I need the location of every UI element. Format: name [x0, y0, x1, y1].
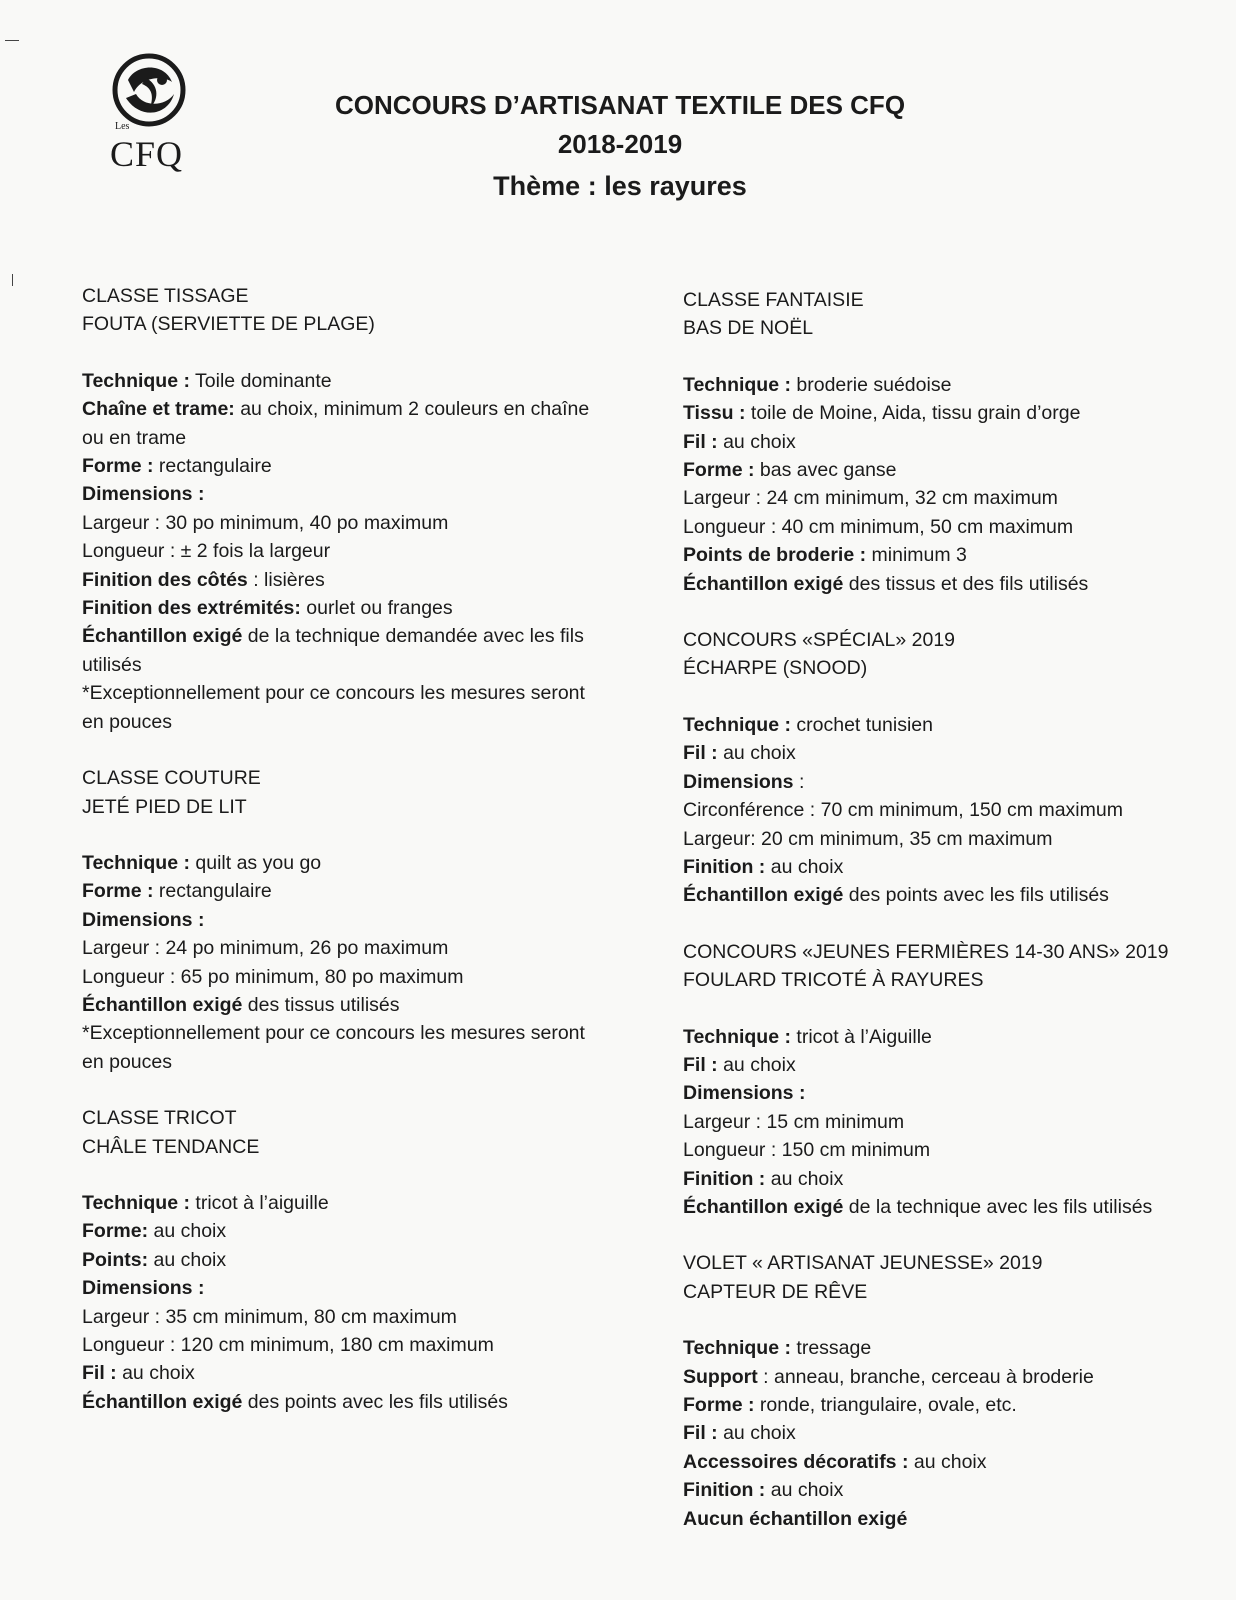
spec-line	[683, 1334, 1203, 1362]
spec-value: minimum 3	[866, 544, 967, 567]
spec-label: Technique :	[82, 851, 190, 874]
section-item-title: ÉCHARPE (SNOOD)	[683, 657, 868, 680]
document-theme: Thème : les rayures	[493, 171, 747, 201]
spec-line	[683, 881, 1203, 909]
spec-value: Longueur : 120 cm minimum, 180 cm maximum	[82, 1334, 494, 1356]
spec-value: au choix	[765, 1167, 844, 1190]
spec-line	[683, 1448, 1203, 1476]
spec-value: au choix	[717, 1422, 796, 1445]
spec-label: Échantillon exigé	[82, 625, 243, 648]
section	[82, 1104, 602, 1416]
spec-line	[82, 395, 602, 452]
spec-label: Dimensions :	[82, 908, 205, 931]
spec-value: : anneau, branche, cerceau à broderie	[757, 1365, 1094, 1388]
spec-line	[82, 1019, 602, 1076]
section-class-title: CLASSE TRICOT	[82, 1107, 237, 1130]
spec-line	[683, 541, 1203, 569]
spec-value: Largeur : 15 cm minimum	[683, 1110, 905, 1133]
spec-line	[82, 849, 602, 877]
spec-value: ronde, triangulaire, ovale, etc.	[754, 1394, 1017, 1416]
spec-line	[683, 484, 1203, 512]
spec-value: au choix, minimum 2 couleurs en chaîne ou en trame	[82, 398, 595, 449]
spec-line	[683, 513, 1203, 541]
spec-value: : lisières	[247, 568, 325, 591]
spec-line	[82, 537, 602, 565]
spec-label: Accessoires décoratifs :	[683, 1450, 909, 1473]
section-item-title: CHÂLE TENDANCE	[82, 1135, 260, 1158]
spec-line	[82, 1189, 602, 1217]
spec-line	[82, 622, 602, 679]
spec-label: Technique :	[683, 1025, 791, 1048]
spec-value: des points avec les fils utilisés	[843, 884, 1109, 907]
spec-label: Dimensions :	[82, 1277, 205, 1300]
spec-line	[82, 1359, 602, 1387]
spec-label: Finition des côtés	[82, 568, 248, 591]
spec-value: au choix	[717, 742, 796, 765]
spec-label: Finition :	[683, 1479, 766, 1502]
spec-line	[683, 796, 1203, 824]
spec-value: au choix	[148, 1220, 227, 1243]
spec-line	[82, 1217, 602, 1245]
spec-label: Finition des extrémités:	[82, 597, 301, 620]
spec-line	[82, 509, 602, 537]
spec-label: Forme :	[82, 455, 154, 478]
section-item-title: JETÉ PIED DE LIT	[82, 795, 247, 818]
spec-line	[82, 1331, 602, 1359]
spec-value: broderie suédoise	[790, 373, 952, 396]
spec-value: tricot à l’aiguille	[189, 1191, 329, 1214]
spec-label: Support	[683, 1365, 758, 1388]
section	[683, 938, 1203, 1222]
spec-value: des tissus et des fils utilisés	[843, 572, 1089, 595]
spec-value: au choix	[116, 1362, 195, 1385]
spec-line	[82, 877, 602, 905]
spec-line	[683, 570, 1203, 598]
spec-line	[683, 1108, 1203, 1136]
section-class-title: CLASSE COUTURE	[82, 767, 261, 790]
spec-label: Échantillon exigé	[82, 993, 243, 1016]
spec-label: Dimensions :	[683, 1082, 806, 1105]
spec-label: Technique :	[82, 369, 190, 392]
spec-line	[683, 1419, 1203, 1447]
section	[82, 282, 602, 736]
document-years: 2018-2019	[557, 129, 683, 159]
spec-value: des points avec les fils utilisés	[242, 1390, 508, 1413]
spec-value: de la technique demandée avec les fils utilisés	[82, 625, 590, 676]
section-item-title: FOUTA (SERVIETTE DE PLAGE)	[82, 313, 375, 336]
spec-label: Fil :	[683, 742, 718, 765]
document-header	[300, 86, 940, 208]
spec-line	[82, 480, 602, 508]
spec-line	[82, 452, 602, 480]
spec-value: de la technique avec les fils utilisés	[843, 1195, 1153, 1218]
spec-line	[82, 963, 602, 991]
spec-label: Tissu :	[683, 402, 746, 425]
scan-mark	[5, 40, 19, 41]
spec-label: Échantillon exigé	[82, 1390, 243, 1413]
spec-line	[82, 367, 602, 395]
spec-label: Forme :	[683, 1394, 755, 1416]
spec-label: Points:	[82, 1248, 149, 1271]
spec-line	[82, 991, 602, 1019]
spec-value: Longueur : 65 po minimum, 80 po maximum	[82, 965, 464, 988]
spec-value: Largeur : 24 cm minimum, 32 cm maximum	[683, 487, 1058, 510]
spec-label: Échantillon exigé	[683, 1195, 844, 1218]
spec-value: au choix	[765, 855, 844, 878]
spec-label: Points de broderie :	[683, 544, 867, 567]
spec-value: rectangulaire	[153, 455, 272, 478]
section-class-title: CONCOURS «JEUNES FERMIÈRES 14-30 ANS» 2019	[683, 940, 1169, 963]
spec-label: Dimensions	[683, 770, 794, 793]
spec-line	[683, 1505, 1203, 1533]
section-class-title: CLASSE FANTAISIE	[683, 289, 864, 311]
spec-label: Forme:	[82, 1220, 149, 1243]
spec-label: Technique :	[683, 373, 791, 396]
spec-value: quilt as you go	[189, 851, 322, 874]
spec-value: :	[793, 770, 805, 793]
spec-label: Échantillon exigé	[683, 884, 844, 907]
spec-value: Largeur : 35 cm minimum, 80 cm maximum	[82, 1305, 457, 1328]
section-item-title: FOULARD TRICOTÉ À RAYURES	[683, 969, 984, 992]
spec-label: Fil :	[82, 1362, 117, 1385]
section-item-title: CAPTEUR DE RÊVE	[683, 1280, 868, 1303]
spec-line	[82, 594, 602, 622]
spec-line	[82, 566, 602, 594]
spec-line	[683, 456, 1203, 484]
spec-line	[82, 679, 602, 736]
scan-mark	[12, 274, 13, 286]
spec-line	[82, 934, 602, 962]
spec-value: des tissus utilisés	[242, 993, 400, 1016]
spec-line	[683, 768, 1203, 796]
spec-value: bas avec ganse	[754, 459, 897, 482]
section	[683, 286, 1203, 598]
section-class-title: CONCOURS «SPÉCIAL» 2019	[683, 629, 956, 652]
spec-value: au choix	[717, 430, 796, 453]
spec-value: Largeur: 20 cm minimum, 35 cm maximum	[683, 827, 1053, 850]
spec-label: Dimensions :	[82, 483, 205, 506]
spec-label: Forme :	[82, 880, 154, 903]
spec-label: Fil :	[683, 1053, 718, 1076]
spec-line	[683, 371, 1203, 399]
spec-value: au choix	[765, 1479, 844, 1502]
spec-label: Technique :	[683, 713, 791, 736]
spec-value: au choix	[908, 1450, 987, 1473]
spec-line	[683, 1363, 1203, 1391]
spec-line	[683, 1193, 1203, 1221]
spec-label: Finition :	[683, 1167, 766, 1190]
spec-value: *Exceptionnellement pour ce concours les mesures seront en pouces	[82, 1022, 591, 1073]
spec-value: crochet tunisien	[790, 713, 933, 736]
spec-line	[683, 1476, 1203, 1504]
spec-line	[683, 1051, 1203, 1079]
spec-value: Largeur : 24 po minimum, 26 po maximum	[82, 937, 449, 960]
spec-line	[683, 711, 1203, 739]
spec-line	[683, 853, 1203, 881]
spec-label: Fil :	[683, 430, 718, 453]
section	[683, 626, 1203, 910]
spec-line	[82, 1388, 602, 1416]
spec-label: Chaîne et trame:	[82, 398, 235, 421]
left-column	[82, 282, 602, 1416]
spec-value: Longueur : ± 2 fois la largeur	[82, 540, 331, 563]
spec-line	[683, 1023, 1203, 1051]
spec-value: toile de Moine, Aida, tissu grain d’orge	[745, 402, 1081, 425]
spec-value: *Exceptionnellement pour ce concours les mesures seront en pouces	[82, 682, 591, 733]
section-item-title: BAS DE NOËL	[683, 317, 814, 340]
spec-label: Forme :	[683, 459, 755, 482]
logo-text-les: Les	[115, 121, 130, 132]
spec-line	[683, 1391, 1203, 1419]
spec-line	[82, 1246, 602, 1274]
spec-value: au choix	[148, 1248, 227, 1271]
spec-value: Longueur : 40 cm minimum, 50 cm maximum	[683, 515, 1074, 538]
logo-text-cfq: CFQ	[110, 134, 184, 174]
spec-label: Finition :	[683, 855, 766, 878]
spec-value: au choix	[717, 1053, 796, 1076]
document-title: CONCOURS D’ARTISANAT TEXTILE DES CFQ	[334, 90, 906, 120]
spec-value: Circonférence : 70 cm minimum, 150 cm maximum	[683, 799, 1123, 822]
section	[683, 1249, 1203, 1533]
spec-line	[683, 1136, 1203, 1164]
section	[82, 764, 602, 1076]
spec-line	[683, 1079, 1203, 1107]
spec-line	[683, 825, 1203, 853]
spec-value: Largeur : 30 po minimum, 40 po maximum	[82, 511, 449, 534]
spec-line	[683, 428, 1203, 456]
spec-line	[683, 739, 1203, 767]
spec-line	[82, 906, 602, 934]
spec-line	[683, 399, 1203, 427]
spec-label: Technique :	[683, 1337, 791, 1360]
spec-value: rectangulaire	[153, 880, 272, 903]
spec-label: Technique :	[82, 1191, 190, 1214]
spec-value: tricot à l’Aiguille	[790, 1025, 932, 1048]
spec-value: tressage	[790, 1337, 872, 1360]
section-class-title: CLASSE TISSAGE	[82, 285, 249, 307]
spec-label: Échantillon exigé	[683, 572, 844, 595]
spec-value: Longueur : 150 cm minimum	[683, 1139, 931, 1162]
right-column	[683, 286, 1203, 1533]
spec-label: Aucun échantillon exigé	[683, 1507, 908, 1530]
spec-value: Toile dominante	[189, 369, 332, 392]
spec-label: Fil :	[683, 1422, 718, 1445]
spec-line	[683, 1165, 1203, 1193]
section-class-title: VOLET « ARTISANAT JEUNESSE» 2019	[683, 1252, 1043, 1275]
spec-value: ourlet ou franges	[300, 597, 453, 620]
spec-line	[82, 1303, 602, 1331]
spec-line	[82, 1274, 602, 1302]
